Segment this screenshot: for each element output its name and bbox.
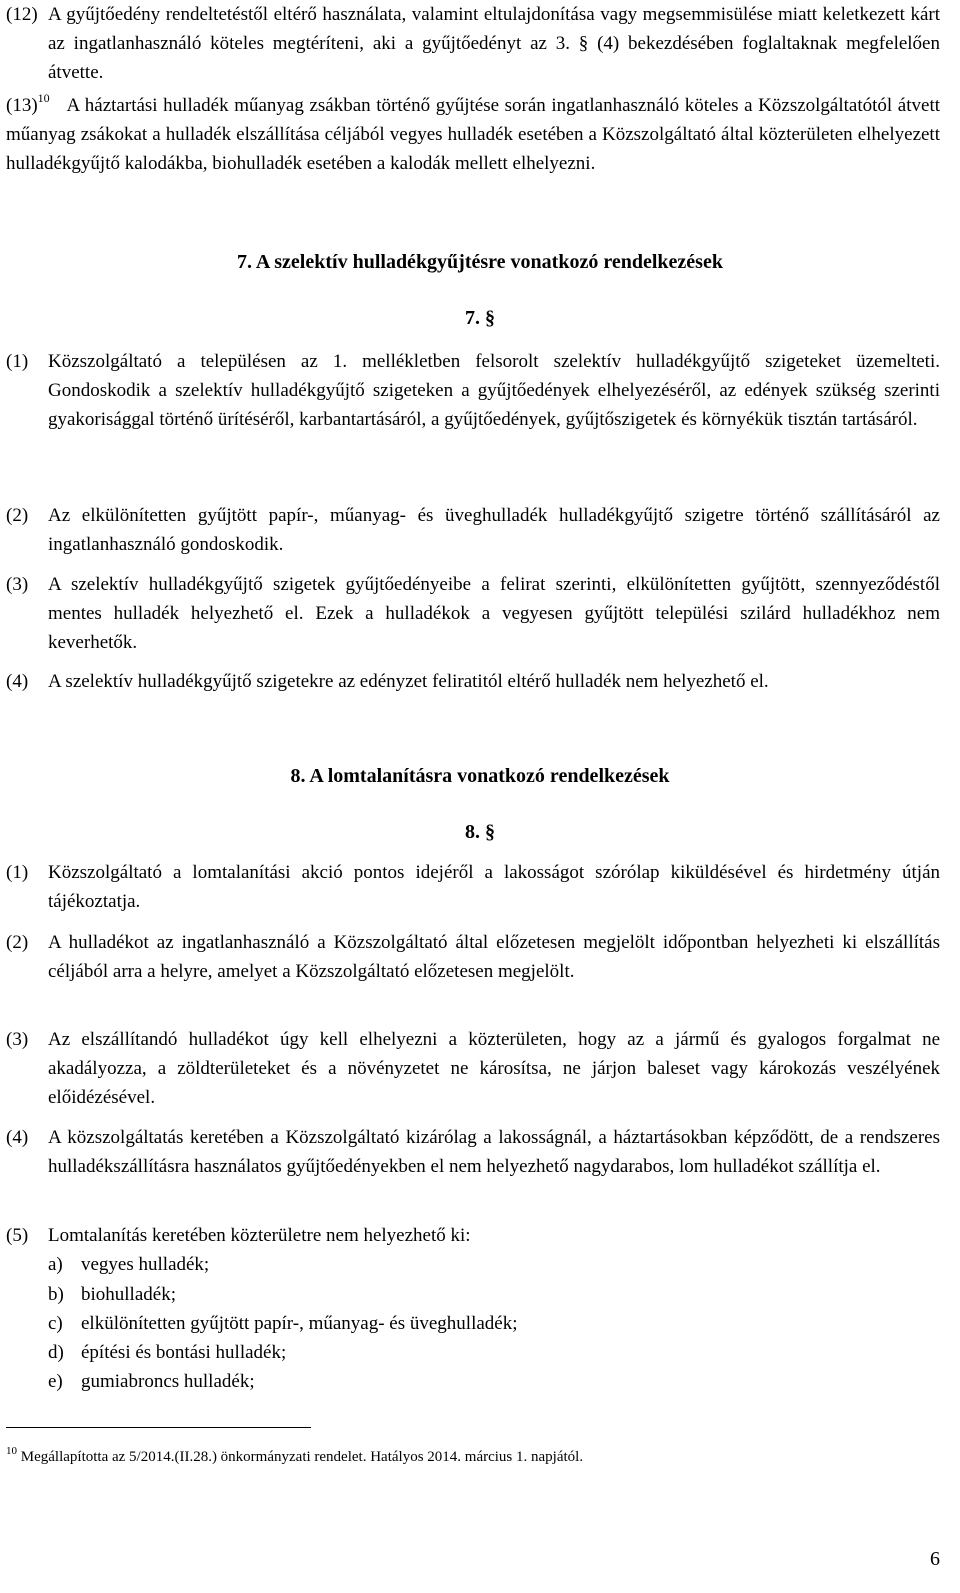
list-letter: e) — [48, 1371, 63, 1392]
list-item-e — [48, 1367, 255, 1396]
list-text: gumiabroncs hulladék; — [81, 1371, 255, 1392]
s7-paragraph-1 — [6, 347, 940, 434]
paragraph-text: Az elkülönítetten gyűjtött papír-, műanyag- és üveghulladék hulladékgyűjtő szigetre történő szállításáról az ingatlanhasználó gondoskodik. — [48, 505, 940, 555]
list-item-a — [48, 1250, 209, 1279]
paragraph-text: A hulladékot az ingatlanhasználó a Közszolgáltató által előzetesen megjelölt időpontban helyezheti ki elszállítás céljából arra a helyre, amelyet a Közszolgáltató előzetesen megjelölt. — [48, 932, 940, 982]
chapter-heading-8: 8. A lomtalanításra vonatkozó rendelkezések — [290, 765, 670, 787]
s8-paragraph-1 — [6, 858, 940, 916]
paragraph-number: (1) — [6, 351, 29, 372]
section-number-8: 8. § — [465, 821, 495, 843]
footnote-text: Megállapította az 5/2014.(II.28.) önkormányzati rendelet. Hatályos 2014. március 1. napjától. — [20, 1449, 584, 1465]
paragraph-text: A háztartási hulladék műanyag zsákban történő gyűjtése során ingatlanhasználó köteles a Közszolgáltatótól átvett műanyag zsákokat a hulladék elszállítása céljából vegyes hulladék esetében a Közszolgáltató által közterületen elhelyezett hulladékgyűjtő kalodákba, biohulladék esetében a kalodák mellett elhelyezni. — [6, 95, 941, 174]
paragraph-12 — [6, 0, 940, 87]
paragraph-text: A gyűjtőedény rendeltetéstől eltérő használata, valamint eltulajdonítása vagy megsemmisülése miatt keletkezett kárt az ingatlanhasználó köteles megtéríteni, aki a gyűjtőedényt az 3. § (4) bekezdésében foglaltaknak megfelelően átvette. — [48, 4, 940, 83]
list-text: biohulladék; — [81, 1284, 176, 1305]
footnote-reference[interactable]: 10 — [37, 91, 50, 105]
paragraph-number: (13) — [6, 95, 38, 116]
paragraph-text: A szelektív hulladékgyűjtő szigetek gyűjtőedényeibe a felirat szerinti, elkülönítetten gyűjtött, szennyeződéstől mentes hulladék helyezhető el. Ezek a hulladékok a vegyesen gyűjtött települési szilárd hulladékhoz nem keverhetők. — [48, 574, 940, 653]
list-letter: c) — [48, 1313, 63, 1334]
paragraph-number: (4) — [6, 671, 29, 692]
paragraph-text: Közszolgáltató a lomtalanítási akció pontos idejéről a lakosságot szórólap kiküldésével és hirdetmény útján tájékoztatja. — [48, 862, 940, 912]
paragraph-text: A szelektív hulladékgyűjtő szigetekre az edényzet feliratitól eltérő hulladék nem helyezhető el. — [48, 671, 769, 692]
list-text: vegyes hulladék; — [81, 1254, 210, 1275]
paragraph-number: (2) — [6, 932, 29, 953]
page-number: 6 — [930, 1548, 940, 1570]
s8-paragraph-3 — [6, 1025, 940, 1112]
s8-paragraph-2 — [6, 928, 940, 986]
paragraph-number: (4) — [6, 1127, 29, 1148]
s7-paragraph-4 — [6, 667, 940, 696]
paragraph-number: (12) — [6, 4, 38, 25]
paragraph-number: (3) — [6, 1029, 29, 1050]
paragraph-text: Az elszállítandó hulladékot úgy kell elhelyezni a közterületen, hogy az a jármű és gyalogos forgalmat ne akadályozza, a zöldterületeket és a növényzetet ne károsítsa, ne járjon baleset vagy károkozás veszélyének előidézésével. — [48, 1029, 940, 1108]
list-letter: d) — [48, 1342, 64, 1363]
paragraph-number: (2) — [6, 505, 29, 526]
paragraph-13 — [6, 91, 940, 178]
s8-paragraph-4 — [6, 1123, 940, 1181]
footnote — [6, 1446, 940, 1468]
section-number-7: 7. § — [465, 307, 495, 329]
paragraph-text: A közszolgáltatás keretében a Közszolgáltató kizárólag a lakosságnál, a háztartásokban képződött, de a rendszeres hulladékszállításra használatos gyűjtőedényekben el nem helyezhető nagydarabos, lom hulladékot szállítja el. — [48, 1127, 940, 1177]
paragraph-text: Közszolgáltató a településen az 1. mellékletben felsorolt szelektív hulladékgyűjtő szigeteket üzemelteti. Gondoskodik a szelektív hulladékgyűjtő szigeteken a gyűjtőedények elhelyezéséről, az edények szükség szerinti gyakorisággal történő ürítéséről, karbantartásáról, a gyűjtőedények, gyűjtőszigetek és környékük tisztán tartásáról. — [48, 351, 940, 430]
s8-paragraph-5 — [6, 1221, 940, 1250]
footnote-marker: 10 — [6, 1445, 17, 1457]
list-item-b — [48, 1280, 176, 1309]
paragraph-number: (1) — [6, 862, 29, 883]
paragraph-number: (5) — [6, 1225, 29, 1246]
paragraph-number: (3) — [6, 574, 29, 595]
list-letter: a) — [48, 1254, 63, 1275]
chapter-heading-7: 7. A szelektív hulladékgyűjtésre vonatkozó rendelkezések — [237, 251, 723, 273]
list-item-c — [48, 1309, 518, 1338]
list-text: építési és bontási hulladék; — [81, 1342, 287, 1363]
list-item-d — [48, 1338, 286, 1367]
s7-paragraph-2 — [6, 501, 940, 559]
list-text: elkülönítetten gyűjtött papír-, műanyag- és üveghulladék; — [81, 1313, 518, 1334]
footnote-separator — [6, 1427, 311, 1428]
paragraph-text: Lomtalanítás keretében közterületre nem helyezhető ki: — [48, 1225, 471, 1246]
s7-paragraph-3 — [6, 570, 940, 657]
list-letter: b) — [48, 1284, 64, 1305]
